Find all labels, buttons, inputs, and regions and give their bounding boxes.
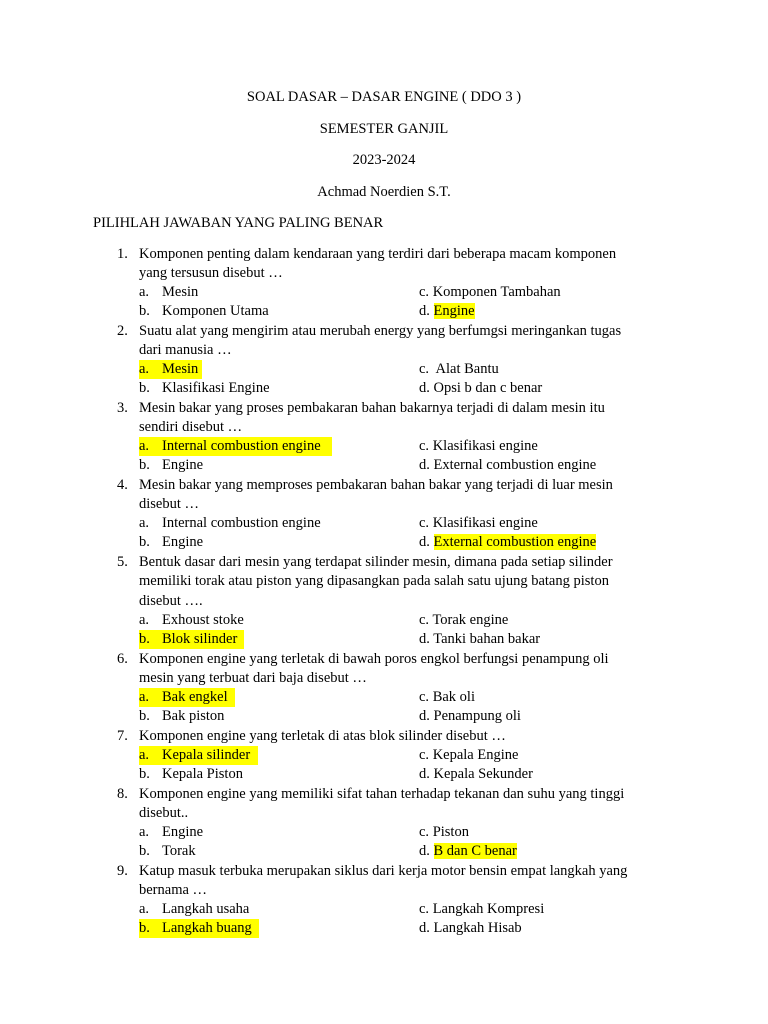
option-c: c. Alat Bantu bbox=[419, 361, 499, 377]
option-d: d. External combustion engine bbox=[419, 457, 597, 473]
question-text-line: yang tersusun disebut … bbox=[139, 265, 283, 281]
answer-highlight: External combustion engine bbox=[433, 534, 597, 550]
option-c: c. Langkah Kompresi bbox=[419, 901, 545, 917]
question-number: 2. bbox=[117, 323, 128, 339]
option-letter: b. bbox=[139, 631, 150, 647]
option-letter: a. bbox=[139, 438, 150, 454]
question-number: 6. bbox=[117, 651, 128, 667]
option-a: Langkah usaha bbox=[162, 901, 250, 917]
option-letter: b. bbox=[139, 708, 150, 724]
question-number: 8. bbox=[117, 786, 128, 802]
option-d: d. Tanki bahan bakar bbox=[419, 631, 541, 647]
option-a-correct: Bak engkel bbox=[162, 689, 228, 705]
option-a-correct: Mesin bbox=[162, 361, 199, 377]
option-d: d. Kepala Sekunder bbox=[419, 766, 533, 782]
option-c: c. Klasifikasi engine bbox=[419, 515, 538, 531]
option-letter: b. bbox=[139, 534, 150, 550]
option-b: Kepala Piston bbox=[162, 766, 243, 782]
question-text-line: Komponen engine yang memiliki sifat tahan terhadap tekanan dan suhu yang tinggi bbox=[139, 786, 625, 802]
option-c: c. Piston bbox=[419, 824, 469, 840]
option-letter: a. bbox=[139, 612, 150, 628]
question-number: 1. bbox=[117, 246, 128, 262]
question-number: 3. bbox=[117, 400, 128, 416]
option-letter: a. bbox=[139, 515, 150, 531]
option-b: Komponen Utama bbox=[162, 303, 269, 319]
instruction-text: PILIHLAH JAWABAN YANG PALING BENAR bbox=[93, 215, 384, 231]
year-label: 2023-2024 bbox=[352, 152, 416, 168]
question-text-line: Komponen engine yang terletak di bawah poros engkol berfungsi penampung oli bbox=[139, 651, 609, 667]
answer-highlight: B dan C benar bbox=[433, 843, 517, 859]
option-letter: a. bbox=[139, 361, 150, 377]
option-d: d. Langkah Hisab bbox=[419, 920, 522, 936]
question-text-line: Katup masuk terbuka merupakan siklus dari kerja motor bensin empat langkah yang bbox=[139, 863, 628, 879]
question-text-line: mesin yang terbuat dari baja disebut … bbox=[139, 670, 367, 686]
option-d-correct: d. Engine bbox=[419, 303, 475, 319]
question-text-line: Komponen penting dalam kendaraan yang terdiri dari beberapa macam komponen bbox=[139, 246, 617, 262]
option-letter: a. bbox=[139, 824, 150, 840]
option-a: Mesin bbox=[162, 284, 199, 300]
question-text-line: dari manusia … bbox=[139, 342, 232, 358]
option-letter: a. bbox=[139, 747, 150, 763]
question-text-line: Suatu alat yang mengirim atau merubah energy yang berfumgsi meringankan tugas bbox=[139, 323, 622, 339]
option-b: Torak bbox=[162, 843, 196, 859]
question-number: 9. bbox=[117, 863, 128, 879]
option-letter: b. bbox=[139, 843, 150, 859]
option-a: Exhoust stoke bbox=[162, 612, 244, 628]
question-text-line: disebut … bbox=[139, 496, 200, 512]
semester-label: SEMESTER GANJIL bbox=[319, 121, 449, 137]
author-name: Achmad Noerdien S.T. bbox=[317, 184, 451, 200]
question-text-line: disebut …. bbox=[139, 593, 203, 609]
document-title: SOAL DASAR – DASAR ENGINE ( DDO 3 ) bbox=[246, 89, 522, 105]
question-number: 7. bbox=[117, 728, 128, 744]
question-text-line: disebut.. bbox=[139, 805, 189, 821]
option-c: c. Klasifikasi engine bbox=[419, 438, 538, 454]
option-d: d. Opsi b dan c benar bbox=[419, 380, 543, 396]
question-text-line: Bentuk dasar dari mesin yang terdapat silinder mesin, dimana pada setiap silinder bbox=[139, 554, 613, 570]
option-a-correct: Internal combustion engine bbox=[162, 438, 321, 454]
option-b: Klasifikasi Engine bbox=[162, 380, 270, 396]
option-d: d. Penampung oli bbox=[419, 708, 521, 724]
option-b: Engine bbox=[162, 534, 204, 550]
option-b: Bak piston bbox=[162, 708, 225, 724]
option-letter: a. bbox=[139, 284, 150, 300]
option-letter: a. bbox=[139, 689, 150, 705]
option-c: c. Torak engine bbox=[419, 612, 509, 628]
question-text-line: Mesin bakar yang proses pembakaran bahan bakarnya terjadi di dalam mesin itu bbox=[139, 400, 605, 416]
option-letter: b. bbox=[139, 457, 150, 473]
question-number: 4. bbox=[117, 477, 128, 493]
option-letter: b. bbox=[139, 920, 150, 936]
option-letter: b. bbox=[139, 303, 150, 319]
option-b: Engine bbox=[162, 457, 204, 473]
option-letter: b. bbox=[139, 766, 150, 782]
option-c: c. Bak oli bbox=[419, 689, 475, 705]
question-text-line: memiliki torak atau piston yang dipasangkan pada salah satu ujung batang piston bbox=[139, 573, 609, 589]
question-text-line: Mesin bakar yang memproses pembakaran bahan bakar yang terjadi di luar mesin bbox=[139, 477, 613, 493]
option-letter: a. bbox=[139, 901, 150, 917]
question-text-line: sendiri disebut … bbox=[139, 419, 243, 435]
answer-highlight: Engine bbox=[433, 303, 475, 319]
question-number: 5. bbox=[117, 554, 128, 570]
question-text-line: Komponen engine yang terletak di atas blok silinder disebut … bbox=[139, 728, 506, 744]
option-d-correct: d. External combustion engine bbox=[419, 534, 597, 550]
option-a: Engine bbox=[162, 824, 204, 840]
option-d-correct: d. B dan C benar bbox=[419, 843, 517, 859]
option-a: Internal combustion engine bbox=[162, 515, 321, 531]
question-text-line: bernama … bbox=[139, 882, 208, 898]
option-letter: b. bbox=[139, 380, 150, 396]
option-a-correct: Kepala silinder bbox=[162, 747, 251, 763]
option-b-correct: Blok silinder bbox=[162, 631, 238, 647]
option-b-correct: Langkah buang bbox=[162, 920, 252, 936]
option-c: c. Komponen Tambahan bbox=[419, 284, 561, 300]
option-c: c. Kepala Engine bbox=[419, 747, 519, 763]
